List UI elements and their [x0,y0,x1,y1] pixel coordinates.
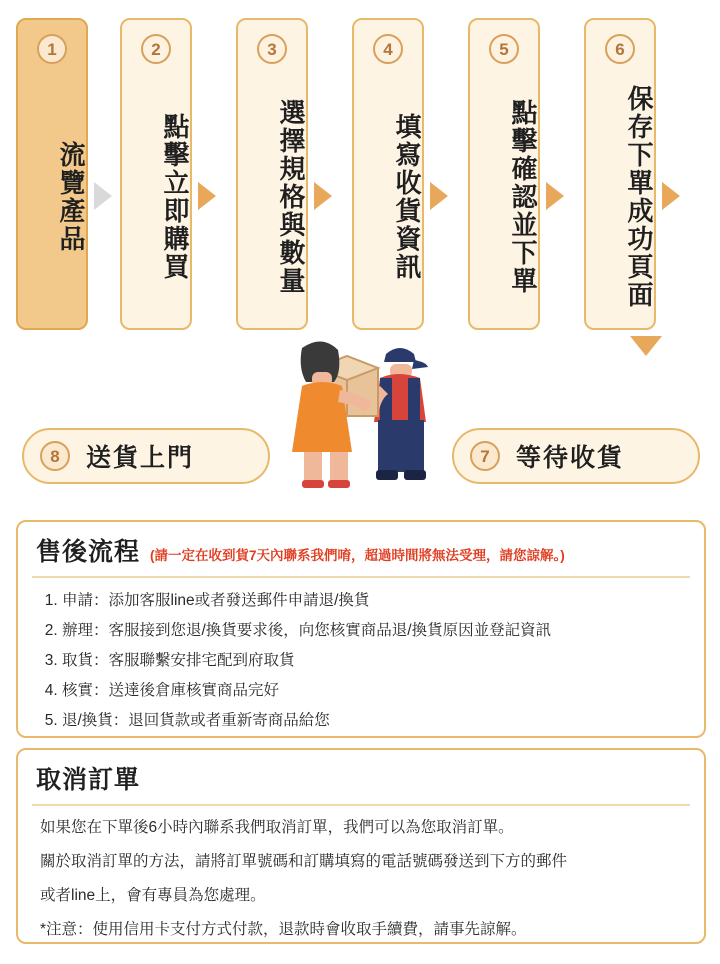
step-label: 流覽產品 [56,141,86,253]
list-item: 5. 退/換貨：退回貨款或者重新寄商品給您 [62,706,684,736]
flow-step-3 [236,18,308,330]
step-label: 填寫收貨資訊 [392,113,422,281]
flow-arrow-down-icon [630,336,662,356]
step-label: 選擇規格與數量 [276,99,306,295]
flow-arrow-icon [94,182,112,210]
step-label: 送貨上門 [86,444,195,472]
flow-step-2 [120,18,192,330]
panel-divider [32,576,690,578]
step-number-badge: 1 [37,34,67,64]
list-item: 3. 取貨：客服聯繫安排宅配到府取貨 [62,646,684,676]
paragraph: 關於取消訂單的方法，請將訂單號碼和訂購填寫的電話號碼發送到下方的郵件 [40,853,568,870]
list-item: 1. 申請：添加客服line或者發送郵件申請退/換貨 [62,586,684,616]
flow-step-4 [352,18,424,330]
step-number-badge: 5 [489,34,519,64]
flow-step-8 [22,428,270,484]
cancel-order-panel [16,748,706,944]
flow-arrow-icon [430,182,448,210]
flow-arrow-icon [314,182,332,210]
step-label: 點擊立即購買 [160,113,190,281]
paragraph: *注意：使用信用卡支付方式付款，退款時會收取手續費，請事先諒解。 [40,921,527,938]
flow-step-5 [468,18,540,330]
flow-arrow-icon [662,182,680,210]
order-flow-diagram [16,10,706,335]
step-label: 點擊確認並下單 [508,99,538,295]
delivery-illustration [268,320,458,500]
paragraph: 或者line上，會有專員為您處理。 [40,887,266,904]
cancel-order-header [18,750,704,800]
flow-arrow-icon [546,182,564,210]
list-item: 2. 辦理：客服接到您退/換貨要求後，向您核實商品退/換貨原因並登記資訊 [62,616,684,646]
flow-step-7 [452,428,700,484]
panel-title: 取消訂單 [36,766,141,794]
step-number-badge: 2 [141,34,171,64]
step-number-badge: 3 [257,34,287,64]
panel-warning-note: (請一定在收到貨7天內聯系我們唷，超過時間將無法受理，請您諒解。) [150,548,565,563]
step-number-badge: 8 [40,441,70,471]
panel-title: 售後流程 [36,538,141,566]
flow-arrow-icon [198,182,216,210]
step-label: 保存下單成功頁面 [624,85,654,309]
step-label: 等待收貨 [516,444,625,472]
paragraph: 如果您在下單後6小時內聯系我們取消訂單，我們可以為您取消訂單。 [40,819,514,836]
flow-step-6 [584,18,656,330]
step-number-badge: 6 [605,34,635,64]
after-sales-panel [16,520,706,738]
after-sales-header [18,522,704,572]
list-item: 4. 核實：送達後倉庫核實商品完好 [62,676,684,706]
step-number-badge: 7 [470,441,500,471]
cancel-order-body [18,806,704,944]
after-sales-list [18,586,704,736]
flow-step-1 [16,18,88,330]
step-number-badge: 4 [373,34,403,64]
